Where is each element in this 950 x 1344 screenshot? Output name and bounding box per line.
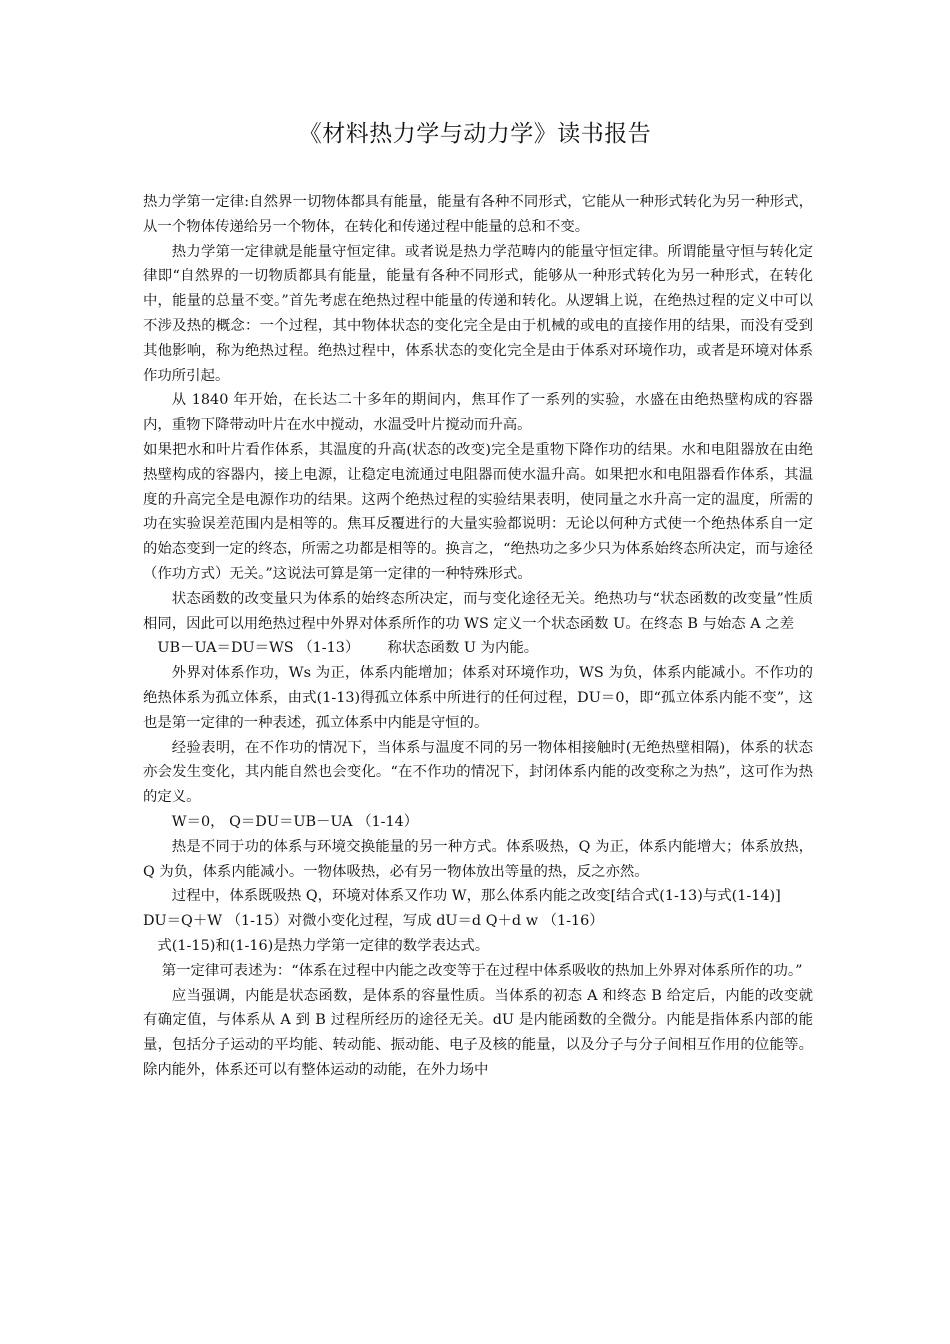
- paragraph-heat-exchange: 热是不同于功的体系与环境交换能量的另一种方式。体系吸热，Q 为正，体系内能增大；体系放热，Q 为负，体系内能减小。一物体吸热，必有另一物体放出等量的热，反之亦然。: [143, 838, 813, 880]
- equation-1-13: UB－UA＝DU＝WS （1-13）: [157, 640, 360, 657]
- paragraph-joule-experiment: 从 1840 年开始，在长达二十多年的期间内，焦耳作了一系列的实验，水盛在由绝热壁构成的容器内，重物下降带动叶片在水中搅动，水温受叶片搅动而升高。: [143, 392, 813, 434]
- paragraph-math-expression: 式(1-15)和(1-16)是热力学第一定律的数学表达式。: [157, 937, 490, 954]
- document-title: 《材料热力学与动力学》读书报告: [298, 121, 652, 147]
- internal-energy-definition: 称状态函数 U 为内能。: [387, 640, 539, 657]
- equation-1-15-1-16: DU＝Q＋W （1-15）对微小变化过程，写成 dU＝d Q＋d w （1-16）: [143, 913, 604, 930]
- paragraph-adiabatic-work: 如果把水和叶片看作体系，其温度的升高(状态的改变)完全是重物下降作功的结果。水和电阻器放在由绝热壁构成的容器内，接上电源，让稳定电流通过电阻器而使水温升高。如果把水和电阻器看作体系，其温度的升高完全是电源作功的结果。这两个绝热过程的实验结果表明，使同量之水升高一定的温度，所需的功在实验误差范围内是相等的。焦耳反覆进行的大量实验都说明：无论以何种方式使一个绝热体系自一定的始态变到一定的终态，所需之功都是相等的。换言之，“绝热功之多少只为体系始终态所决定，而与途径（作功方式）无关。”这说法可算是第一定律的一种特殊形式。: [143, 441, 813, 582]
- paragraph-energy-conservation: 热力学第一定律就是能量守恒定律。或者说是热力学范畴内的能量守恒定律。所谓能量守恒与转化定律即“自然界的一切物质都具有能量，能量有各种不同形式，能够从一种形式转化为另一种形式，在转化中，能量的总量不变。”首先考虑在绝热过程中能量的传递和转化。从逻辑上说，在绝热过程的定义中可以不涉及热的概念：一个过程，其中物体状态的变化完全是由于机械的或电的直接作用的结果，而没有受到其他影响，称为绝热过程。绝热过程中，体系状态的变化完全是由于体系对环境作功，或者是环境对体系作功所引起。: [143, 243, 813, 384]
- paragraph-internal-energy: 应当强调，内能是状态函数，是体系的容量性质。当体系的初态 A 和终态 B 给定后，内能的改变就有确定值，与体系从 A 到 B 过程所经历的途径无关。dU 是内能函数的全微分。内能是指体系内部的能量，包括分子运动的平均能、转动能、振动能、电子及核的能量，以及分子与分子间相互作用的位能等。除内能外，体系还可以有整体运动的动能，在外力场中: [143, 987, 813, 1078]
- document-body: [143, 190, 813, 1083]
- equation-1-14: W＝0， Q＝DU＝UB－UA （1-14）: [171, 813, 419, 830]
- equation-1-13-line: [143, 636, 813, 661]
- paragraph-state-function: 状态函数的改变量只为体系的始终态所决定，而与变化途径无关。绝热功与“状态函数的改变量”性质相同，因此可以用绝热过程中外界对体系所作的功 WS 定义一个状态函数 U。在终态 B 与始态 A 之差: [143, 590, 813, 632]
- paragraph-first-law-statement: 第一定律可表述为：“体系在过程中内能之改变等于在过程中体系吸收的热加上外界对体系所作的功。”: [161, 962, 803, 979]
- paragraph-work-sign: 外界对体系作功，Ws 为正，体系内能增加；体系对环境作功，WS 为负，体系内能减小。不作功的绝热体系为孤立体系，由式(1-13)得孤立体系中所进行的任何过程，DU＝0，即“孤立体系内能不变”，这也是第一定律的一种表述，孤立体系中内能是守恒的。: [143, 665, 813, 731]
- paragraph-first-law-definition: 热力学第一定律:自然界一切物体都具有能量，能量有各种不同形式，它能从一种形式转化为另一种形式，从一个物体传递给另一个物体，在转化和传递过程中能量的总和不变。: [143, 194, 813, 235]
- paragraph-heat-and-work: 过程中，体系既吸热 Q，环境对体系又作功 W，那么体系内能之改变[结合式(1-13)与式(1-14)]: [171, 888, 781, 905]
- paragraph-heat-definition: 经验表明，在不作功的情况下，当体系与温度不同的另一物体相接触时(无绝热壁相隔)，体系的状态亦会发生变化，其内能自然也会变化。“在不作功的情况下，封闭体系内能的改变称之为热”，这可作为热的定义。: [143, 739, 813, 806]
